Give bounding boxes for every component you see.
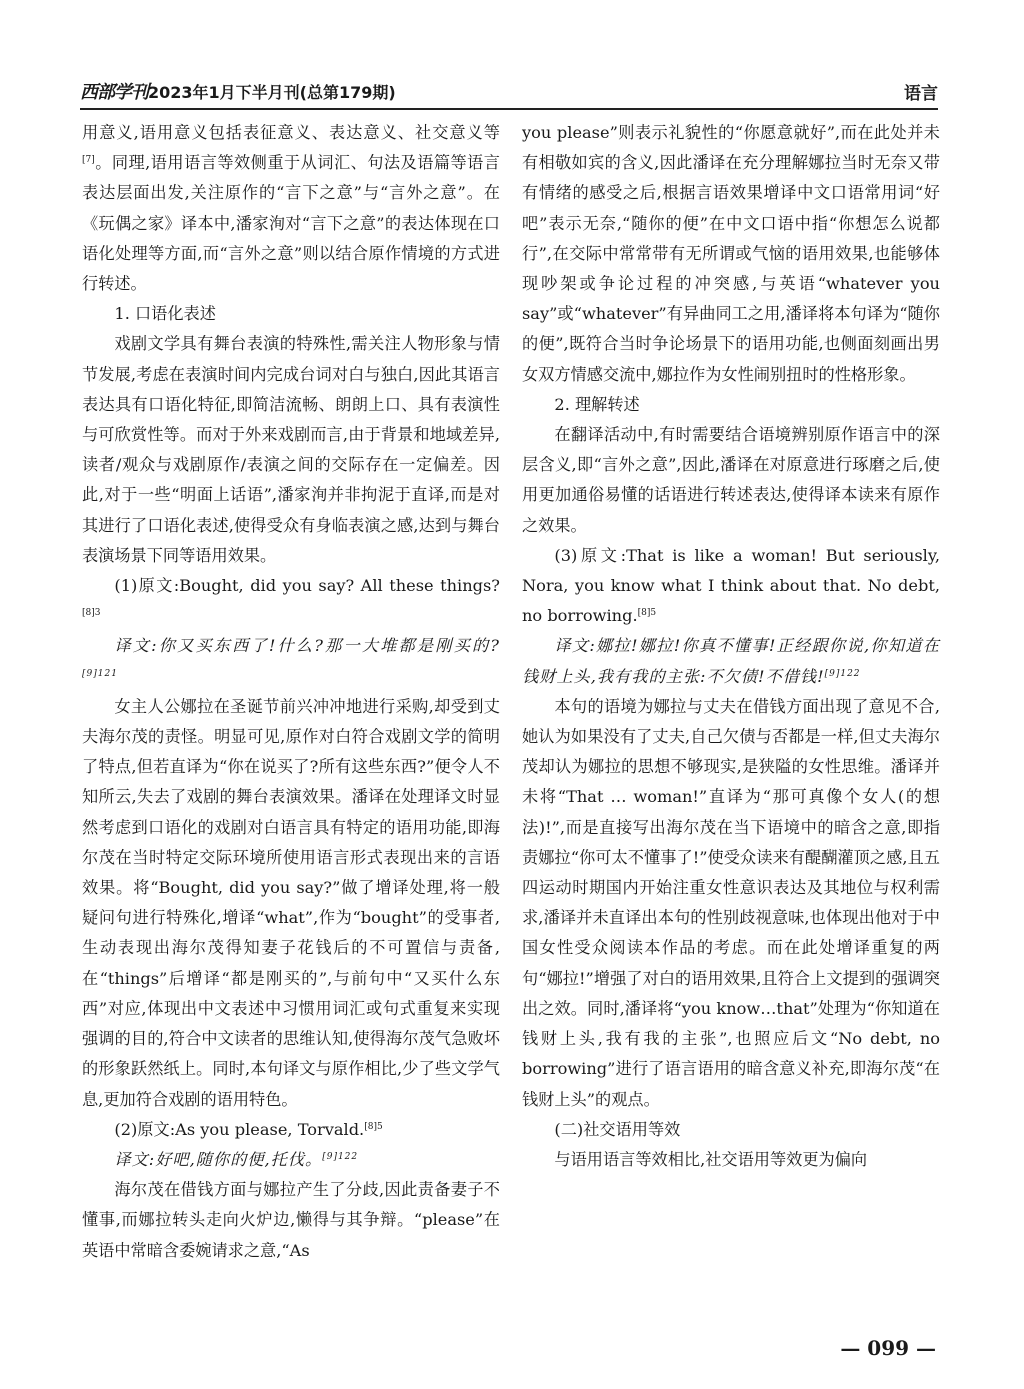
citation: [9]122 — [322, 1151, 359, 1162]
paragraph: 女主人公娜拉在圣诞节前兴冲冲地进行采购,却受到丈夫海尔茂的责怪。明显可见,原作对白符合戏剧文学的简明了特点,但若直译为“你在说买了?所有这些东西?”便令人不知所云,失去了戏剧的舞台表演效果。潘译在处理译文时显然考虑到口语化的戏剧对白语言具有特定的语用功能,即海尔茂在当时特定交际环境所使用语言形式表现出来的言语效果。将“Bought, did you say?”做了增译处理,将一般疑问句进行特殊化,增译“what”,作为“bought”的受事者,生动表现出海尔茂得知妻子花钱后的不可置信与责备,在“things”后增译“都是刚买的”,与前句中“又买什么东西”对应,体现出中文表述中习惯用词汇或句式重复来实现强调的目的,符合中文读者的思维认知,使得海尔茂气急败坏的形象跃然纸上。同时,本句译文与原作相比,少了些文学气息,更加符合戏剧的语用特色。 — [82, 696, 500, 1109]
paragraph: 戏剧文学具有舞台表演的特殊性,需关注人物形象与情节发展,考虑在表演时间内完成台词对白与独白,因此其语言表达具有口语化特征,即简洁流畅、朗朗上口、具有表演性与可欣赏性等。而对于外来戏剧而言,由于背景和地域差异,读者/观众与戏剧原作/表演之间的交际存在一定偏差。因此,对于一些“明面上话语”,潘家洵并非拘泥于直译,而是对其进行了口语化表述,使得受众有身临表演之感,达到与舞台表演场景下同等语用效果。 — [82, 334, 500, 565]
citation: [8]5 — [364, 1121, 383, 1132]
citation: [7] — [82, 155, 95, 166]
example-source: (3)原文:That is like a woman! But seriously, Nora, you know what I think about that. No debt, no borrowing.$^{[8]5}$ — [522, 545, 940, 626]
journal-logo: 西部学刊 — [80, 82, 148, 103]
page-number: — 099 — — [840, 1336, 936, 1360]
example-translation: 译文:好吧,随你的便,托伐。$^{[9]122}$ — [114, 1149, 359, 1169]
paragraph: 海尔茂在借钱方面与娜拉产生了分歧,因此责备妻子不懂事,而娜拉转头走向火炉边,懒得与其争辩。“please”在英语中常暗含委婉请求之意,“As — [82, 1180, 500, 1260]
journal-issue: 2023年1月下半月刊(总第179期) — [148, 83, 396, 102]
section-name: 语言 — [904, 84, 938, 104]
subsection-heading: 1. 口语化表述 — [114, 304, 216, 324]
section-heading: (二)社交语用等效 — [554, 1119, 681, 1139]
example-source: (2)原文:As you please, Torvald.$^{[8]5}$ — [114, 1119, 383, 1139]
citation: [8]3 — [82, 608, 101, 619]
subsection-heading: 2. 理解转述 — [554, 394, 640, 414]
citation: [8]5 — [637, 608, 657, 619]
left-column — [82, 118, 500, 1266]
paragraph: 用意义,语用意义包括表征意义、表达意义、社交意义等[7]。同理,语用语言等效侧重于从词汇、句法及语篇等语言表达层面出发,关注原作的“言下之意”与“言外之意”。在《玩偶之家》译本中,潘家洵对“言下之意”的表达体现在口语化处理等方面,而“言外之意”则以结合原作情境的方式进行转述。 — [82, 123, 500, 294]
example-source: (1)原文:Bought, did you say? All these things?$^{[8]3}$ — [82, 576, 500, 619]
paragraph: you please”则表示礼貌性的“你愿意就好”,而在此处并未有相敬如宾的含义,因此潘译在充分理解娜拉当时无奈又带有情绪的感受之后,根据言语效果增译中文口语常用词“好吧”表示无奈,“随你的便”在中文口语中指“你想怎么说都行”,在交际中常常带有无所谓或气恼的语用效果,也能够体现吵架或争论过程的冲突感,与英语“whatever you say”或“whatever”有异曲同工之用,潘译将本句译为“随你的便”,既符合当时争论场景下的语用功能,也侧面刻画出男女双方情感交流中,娜拉作为女性闹别扭时的性格形象。 — [522, 123, 940, 384]
right-column — [522, 118, 940, 1175]
paragraph: 在翻译活动中,有时需要结合语境辨别原作语言中的深层含义,即“言外之意”,因此,潘译在对原意进行琢磨之后,使用更加通俗易懂的话语进行转述表达,使得译本读来有原作之效果。 — [522, 425, 940, 535]
example-translation: 译文:娜拉!娜拉!你真不懂事!正经跟你说,你知道在钱财上头,我有我的主张:不欠债!不借钱!$^{[9]122}$ — [522, 636, 940, 686]
running-header — [80, 70, 938, 110]
citation: [9]122 — [824, 668, 861, 679]
citation: [9]121 — [82, 668, 118, 679]
paragraph: 本句的语境为娜拉与丈夫在借钱方面出现了意见不合,她认为如果没有了丈夫,自己欠债与否都是一样,但丈夫海尔茂却认为娜拉的思想不够现实,是狭隘的女性思维。潘译并未将“That … woman!”直译为“那可真像个女人(的想法)!”,而是直接写出海尔茂在当下语境中的暗含之意,即指责娜拉“你可太不懂事了!”使受众读来有醍醐灌顶之感,且五四运动时期国内开始注重女性意识表达及其地位与权利需求,潘译并未直译出本句的性别歧视意味,也体现出他对于中国女性受众阅读本作品的考虑。而在此处增译重复的两句“娜拉!”增强了对白的语用效果,且符合上文提到的强调突出之效。同时,潘译将“you know…that”处理为“你知道在钱财上头,我有我的主张”,也照应后文“No debt, no borrowing”进行了语言语用的暗含意义补充,即海尔茂“在钱财上头”的观点。 — [522, 696, 940, 1109]
journal-info — [80, 78, 396, 104]
example-translation: 译文:你又买东西了!什么?那一大堆都是刚买的?$^{[9]121}$ — [82, 636, 500, 679]
paragraph: 与语用语言等效相比,社交语用等效更为偏向 — [554, 1149, 868, 1169]
